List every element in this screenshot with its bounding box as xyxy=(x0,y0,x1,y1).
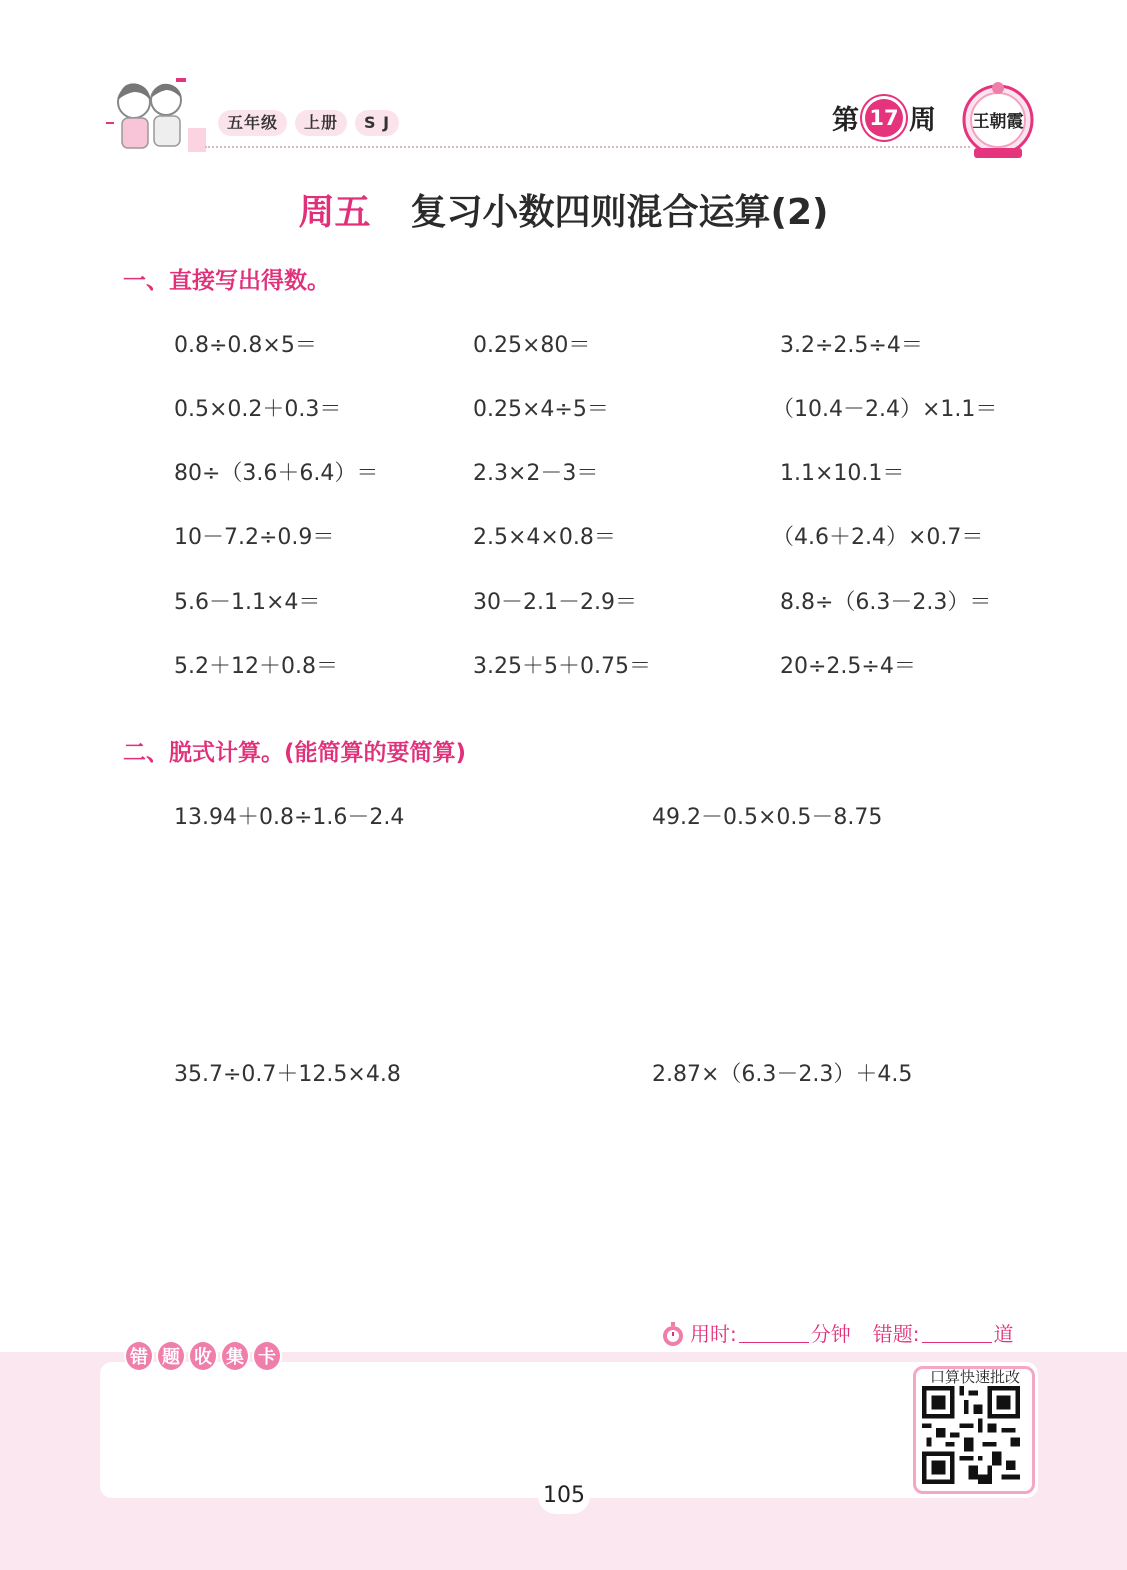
week-number-badge: 17 xyxy=(865,99,903,137)
header-divider xyxy=(205,146,970,148)
week-prefix: 第 xyxy=(832,105,859,136)
time-blank[interactable] xyxy=(739,1342,809,1343)
title-day: 周五 xyxy=(298,192,371,233)
grade-tags xyxy=(218,110,399,136)
stepwise-problem: 35.7÷0.7＋12.5×4.8 xyxy=(174,1062,401,1087)
card-label-char: 卡 xyxy=(252,1340,282,1372)
volume-tag: 上册 xyxy=(295,110,347,136)
mental-problem: （4.6＋2.4）×0.7＝ xyxy=(772,525,984,550)
mental-problem: 0.25×80＝ xyxy=(473,333,591,358)
qr-code-icon[interactable] xyxy=(922,1386,1020,1484)
mental-problem: （10.4－2.4）×1.1＝ xyxy=(772,397,998,422)
card-label-char: 集 xyxy=(220,1340,250,1372)
mental-problem: 5.6－1.1×4＝ xyxy=(174,590,321,615)
card-label-char: 收 xyxy=(188,1340,218,1372)
mental-problem: 10－7.2÷0.9＝ xyxy=(174,525,335,550)
mental-problem: 3.2÷2.5÷4＝ xyxy=(780,333,923,358)
week-suffix: 周 xyxy=(909,105,936,136)
brand-seal-logo xyxy=(960,80,1036,162)
mental-problem: 0.8÷0.8×5＝ xyxy=(174,333,317,358)
section2-heading: 二、脱式计算。(能简算的要简算) xyxy=(123,740,467,766)
mental-problem: 2.3×2－3＝ xyxy=(473,461,599,486)
mental-problem: 80÷（3.6＋6.4）＝ xyxy=(174,461,379,486)
time-unit: 分钟 xyxy=(810,1322,851,1346)
stepwise-problem: 49.2－0.5×0.5－8.75 xyxy=(652,805,883,830)
mental-problem: 30－2.1－2.9＝ xyxy=(473,590,637,615)
mental-problem: 2.5×4×0.8＝ xyxy=(473,525,616,550)
mental-problem: 1.1×10.1＝ xyxy=(780,461,905,486)
mental-problem: 3.25＋5＋0.75＝ xyxy=(473,654,651,679)
stepwise-problem: 2.87×（6.3－2.3）＋4.5 xyxy=(652,1062,913,1087)
edition-tag: S J xyxy=(355,110,399,136)
card-label-char: 题 xyxy=(156,1340,186,1372)
mental-problem: 0.5×0.2＋0.3＝ xyxy=(174,397,342,422)
stopwatch-icon xyxy=(660,1321,686,1347)
stepwise-problem: 13.94＋0.8÷1.6－2.4 xyxy=(174,805,405,830)
card-label-char: 错 xyxy=(124,1340,154,1372)
grade-tag: 五年级 xyxy=(218,110,287,136)
title-text: 复习小数四则混合运算(2) xyxy=(410,192,829,233)
page-number: 105 xyxy=(538,1478,590,1514)
mistake-card-label xyxy=(124,1340,282,1372)
mental-problem: 0.25×4÷5＝ xyxy=(473,397,609,422)
page-title xyxy=(0,184,1127,235)
mental-problem: 8.8÷（6.3－2.3）＝ xyxy=(780,590,992,615)
kids-illustration xyxy=(104,70,208,160)
error-label: 错题: xyxy=(872,1322,920,1346)
time-label: 用时: xyxy=(690,1322,737,1346)
error-blank[interactable] xyxy=(922,1342,992,1343)
qr-caption: 口算快速批改 xyxy=(929,1368,1020,1386)
error-unit: 道 xyxy=(993,1322,1014,1346)
mental-problem: 5.2＋12＋0.8＝ xyxy=(174,654,338,679)
week-indicator xyxy=(832,98,936,137)
mental-problem: 20÷2.5÷4＝ xyxy=(780,654,916,679)
svg-text:王朝霞: 王朝霞 xyxy=(972,112,1024,132)
time-record-row xyxy=(660,1318,1014,1347)
section1-heading: 一、直接写出得数。 xyxy=(123,268,330,294)
